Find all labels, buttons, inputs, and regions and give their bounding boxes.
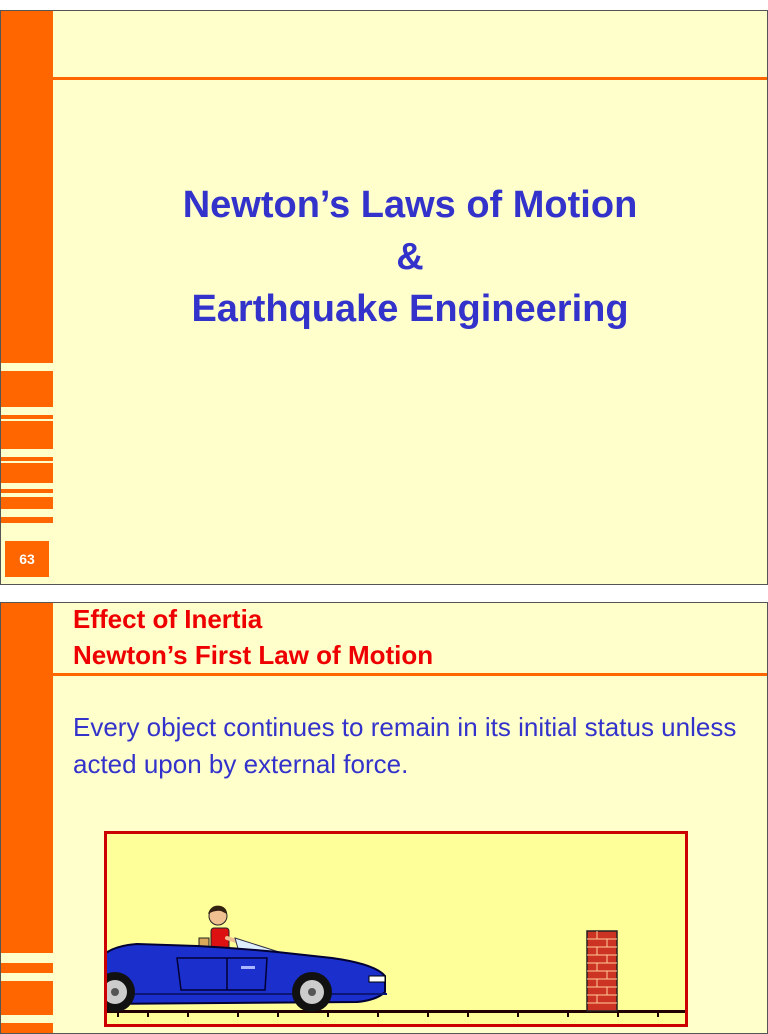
header-divider bbox=[53, 77, 767, 80]
slide-title bbox=[53, 179, 767, 335]
accent-block bbox=[1, 981, 53, 1015]
accent-sidebar bbox=[1, 603, 53, 953]
convertible-car-icon bbox=[107, 938, 387, 1012]
accent-block bbox=[1, 371, 53, 407]
accent-block bbox=[1, 463, 53, 483]
slide-heading-line-1: Effect of Inertia bbox=[73, 604, 263, 634]
accent-block bbox=[1, 457, 53, 461]
accent-block bbox=[1, 1023, 53, 1033]
brick-wall-icon bbox=[587, 931, 617, 1011]
accent-block bbox=[1, 963, 53, 973]
accent-block bbox=[1, 489, 53, 493]
accent-block bbox=[1, 421, 53, 449]
inertia-animation-frame bbox=[104, 831, 688, 1027]
ground-ticks bbox=[117, 1013, 659, 1017]
car-wall-illustration bbox=[107, 834, 685, 1024]
title-line-3: Earthquake Engineering bbox=[191, 288, 629, 330]
content-slide bbox=[0, 602, 768, 1034]
accent-block bbox=[1, 415, 53, 419]
page-number: 63 bbox=[5, 541, 49, 577]
title-line-1: Newton’s Laws of Motion bbox=[182, 184, 638, 226]
slide-body-text: Every object continues to remain in its initial status unless acted upon by external force. bbox=[73, 712, 737, 779]
title-line-2: & bbox=[396, 236, 424, 278]
accent-block bbox=[1, 497, 53, 509]
accent-sidebar bbox=[1, 11, 53, 363]
accent-block bbox=[1, 517, 53, 523]
title-slide bbox=[0, 10, 768, 585]
header-divider bbox=[53, 673, 767, 676]
slide-heading-line-2: Newton’s First Law of Motion bbox=[73, 640, 434, 670]
